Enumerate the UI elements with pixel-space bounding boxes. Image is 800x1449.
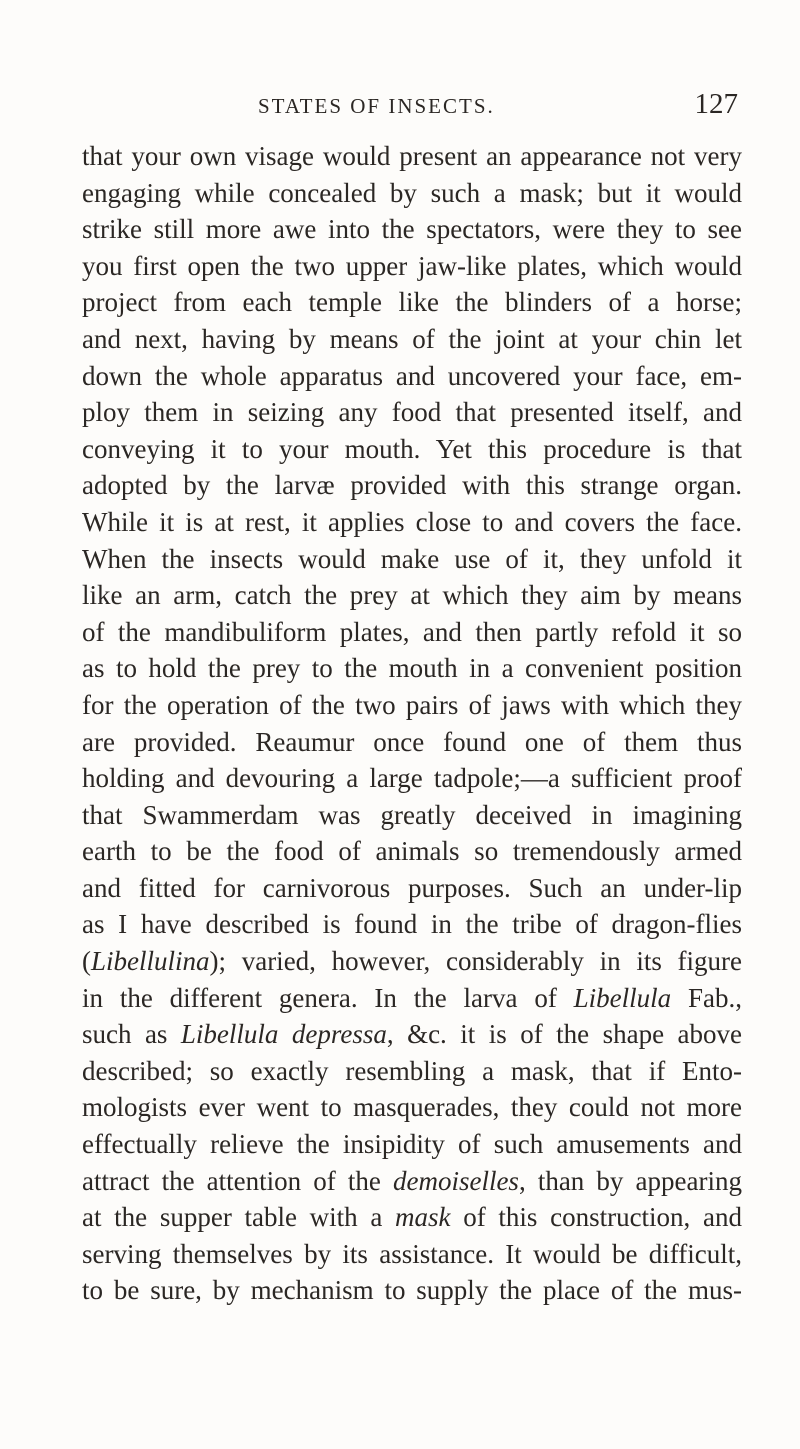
text-line: When the insects would make use of it, they unfold it [82, 543, 742, 574]
text-line [82, 1199, 742, 1236]
text-line: adopted by the larvæ provided with this strange organ. [82, 470, 742, 501]
text-line: engaging while concealed by such a mask; but it would [82, 177, 742, 208]
text-line: are provided. Reaumur once found one of them thus [82, 726, 742, 757]
page-number: 127 [694, 88, 738, 120]
text-line: of the mandibuliform plates, and then partly refold it so [82, 616, 742, 647]
text-fragment: ( [82, 946, 91, 977]
text-line [82, 943, 742, 980]
text-line: mologists ever went to masquerades, they could not more [82, 1092, 742, 1123]
text-fragment: at the supper table with a [82, 1202, 396, 1233]
text-line: as to hold the prey to the mouth in a convenient position [82, 653, 742, 684]
text-fragment: , than by appearing [518, 1165, 742, 1196]
text-line: and next, having by means of the joint at your chin let [82, 323, 742, 354]
text-line: While it is at rest, it applies close to and covers the face. [82, 506, 742, 537]
text-fragment: of this construction, and [450, 1202, 742, 1233]
text-fragment: ); varied, however, considerably in its figure [209, 946, 742, 977]
text-line: project from each temple like the blinders of a horse; [82, 287, 742, 318]
text-line [82, 1016, 742, 1053]
italic-term: Libellulina [91, 946, 210, 977]
text-line: that Swammerdam was greatly deceived in imagining [82, 799, 742, 830]
text-fragment: attract the attention of the [82, 1165, 393, 1196]
text-line: effectually relieve the insipidity of such amusements and [82, 1129, 742, 1160]
text-line: strike still more awe into the spectators, were they to see [82, 214, 742, 245]
italic-term: Libellula [573, 982, 672, 1013]
italic-term: mask [395, 1202, 451, 1233]
italic-term: Libellula depressa [180, 1019, 387, 1050]
text-line [82, 980, 742, 1017]
text-line: like an arm, catch the prey at which they aim by means [82, 580, 742, 611]
text-fragment: such as [82, 1019, 181, 1050]
text-fragment: Fab., [671, 982, 742, 1013]
text-fragment: in the different genera. In the larva of [82, 982, 574, 1013]
italic-term: demoiselles [392, 1165, 519, 1196]
text-line: ploy them in seizing any food that presented itself, and [82, 397, 742, 428]
text-line: you first open the two upper jaw-like plates, which would [82, 250, 742, 281]
text-line: to be sure, by mechanism to supply the place of the mus- [82, 1275, 742, 1306]
text-line: down the whole apparatus and uncovered your face, em- [82, 360, 742, 391]
text-line: conveying it to your mouth. Yet this procedure is that [82, 433, 742, 464]
running-head [258, 88, 738, 122]
text-line: described; so exactly resembling a mask, that if Ento- [82, 1055, 742, 1086]
text-line: earth to be the food of animals so tremendously armed [82, 836, 742, 867]
text-line: for the operation of the two pairs of jaws with which they [82, 689, 742, 720]
text-fragment: , &c. it is of the shape above [386, 1019, 742, 1050]
text-line: that your own visage would present an appearance not very [82, 141, 742, 171]
running-title: STATES OF INSECTS. [258, 94, 495, 118]
text-line [82, 1163, 742, 1200]
text-line: serving themselves by its assistance. It would be difficult, [82, 1238, 742, 1269]
text-line: as I have described is found in the tribe of dragon-flies [82, 909, 742, 940]
text-line: holding and devouring a large tadpole;—a sufficient proof [82, 763, 742, 794]
text-line: and fitted for carnivorous purposes. Such an under-lip [82, 872, 742, 903]
body-text [82, 138, 742, 1309]
